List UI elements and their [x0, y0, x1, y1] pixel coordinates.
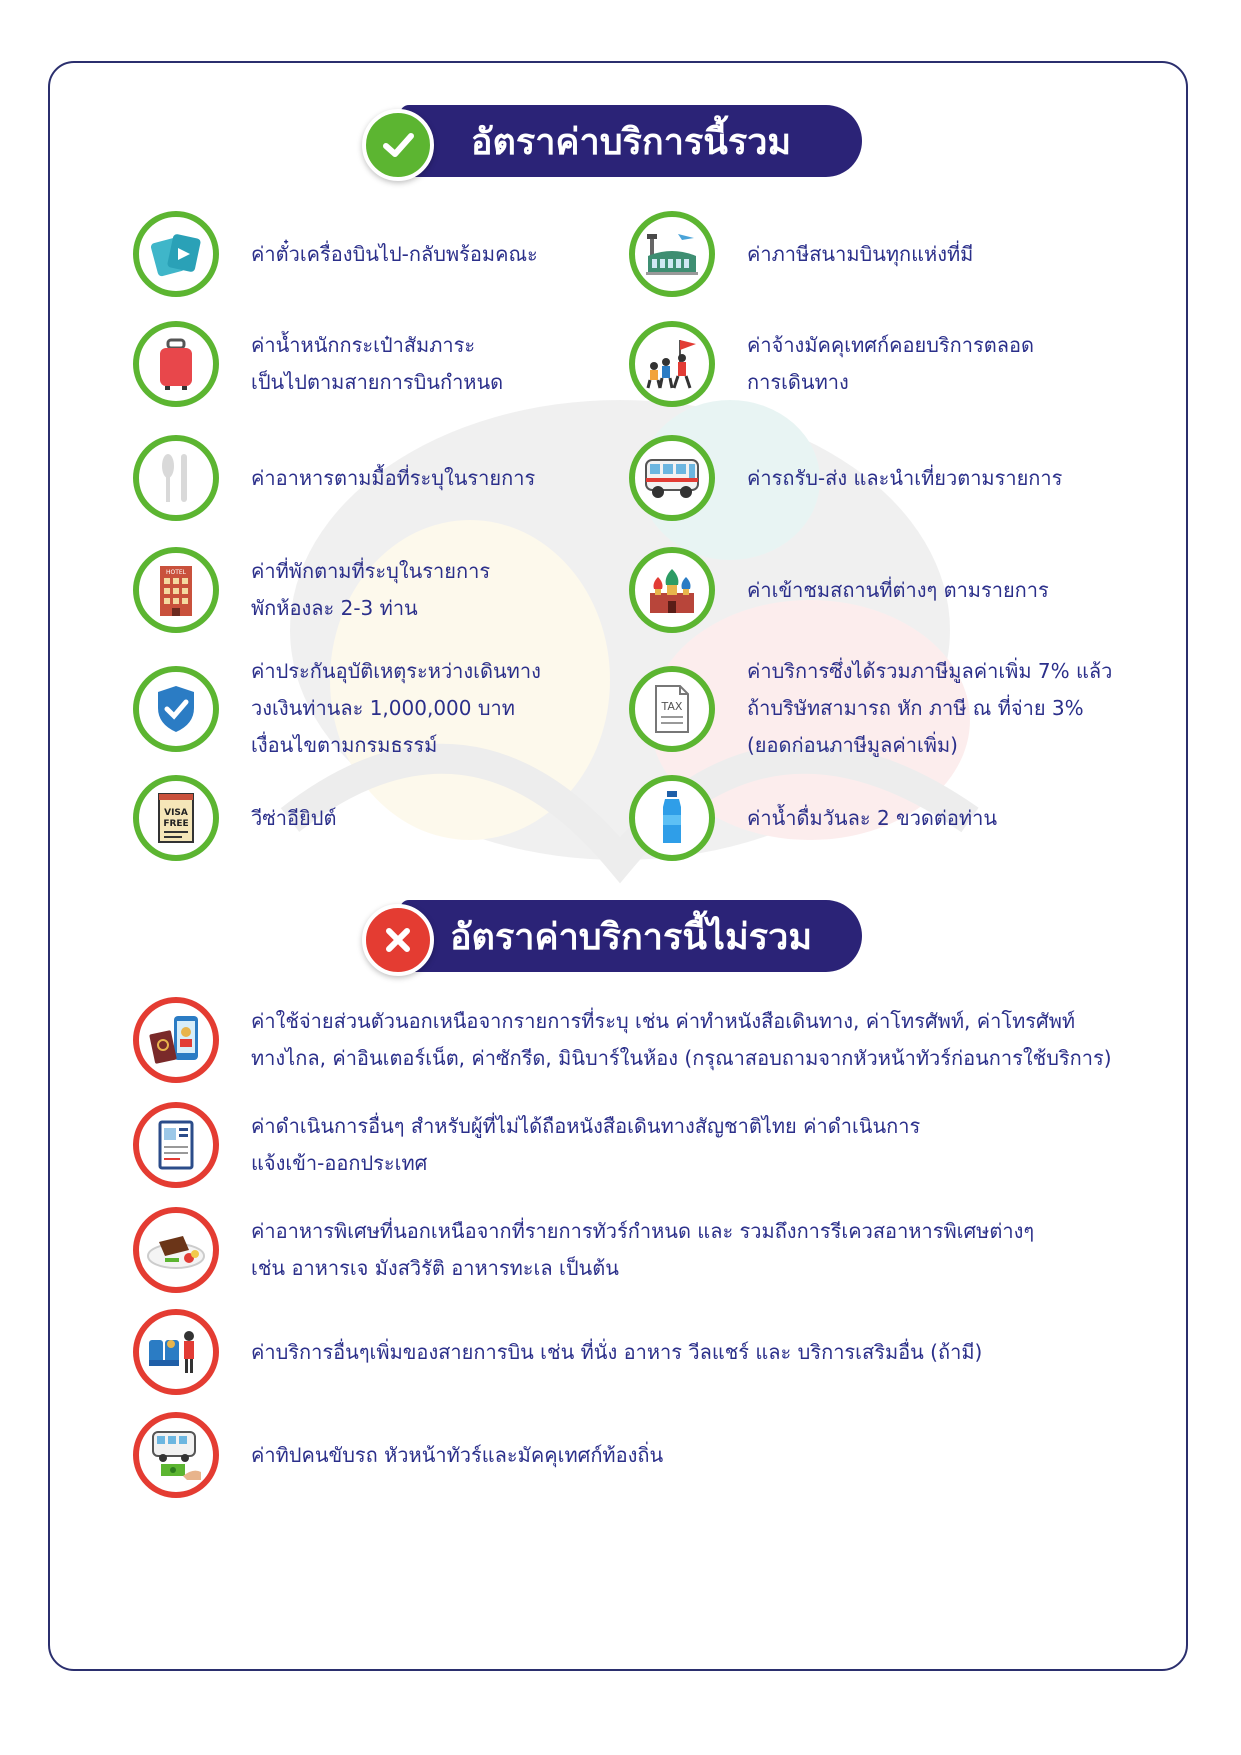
excluded-text: ค่าใช้จ่ายส่วนตัวนอกเหนือจากรายการที่ระบุ เช่น ค่าทำหนังสือเดินทาง, ค่าโทรศัพท์, ค่าโทรศัพท์ [251, 1009, 1076, 1033]
excluded-item-personal-expenses [133, 997, 1112, 1083]
shield-icon [133, 666, 219, 752]
excluded-text: แจ้งเข้า-ออกประเทศ [251, 1151, 428, 1175]
water-bottle-icon [629, 775, 715, 861]
tax-document-icon [629, 666, 715, 752]
included-text: ค่าภาษีสนามบินทุกแห่งที่มี [747, 241, 974, 266]
included-header [362, 105, 862, 177]
visa-label: VISA [164, 808, 188, 818]
included-text: ถ้าบริษัทสามารถ หัก ภาษี ณ ที่จ่าย 3% [747, 696, 1084, 720]
included-text: ค่าประกันอุบัติเหตุระหว่างเดินทาง [251, 659, 541, 683]
excluded-item-special-meals [133, 1207, 1034, 1293]
included-item-flight-ticket [133, 211, 538, 297]
included-text: เป็นไปตามสายการบินกำหนด [251, 370, 504, 394]
included-item-vat [629, 653, 1112, 764]
cutlery-icon [133, 435, 219, 521]
passport-document-icon [133, 1102, 219, 1188]
excluded-item-tips [133, 1412, 663, 1498]
bus-icon [629, 435, 715, 521]
included-text: เงื่อนไขตามกรมธรรม์ [251, 733, 438, 757]
airline-seat-icon [133, 1309, 219, 1395]
included-text: ค่าน้ำดื่มวันละ 2 ขวดต่อท่าน [747, 805, 997, 830]
tour-guide-icon [629, 321, 715, 407]
excluded-text: ทางไกล, ค่าอินเตอร์เน็ต, ค่าซักรีด, มินิบาร์ในห้อง (กรุณาสอบถามจากหัวหน้าทัวร์ก่อนการใช้บริการ) [251, 1046, 1112, 1070]
included-item-water [629, 775, 997, 861]
excluded-item-non-thai-passport [133, 1102, 920, 1188]
hotel-sign: HOTEL [165, 569, 187, 576]
included-text: การเดินทาง [747, 370, 849, 394]
included-item-luggage [133, 321, 503, 407]
tax-label: TAX [661, 699, 683, 713]
included-text: ค่าจ้างมัคคุเทศก์คอยบริการตลอด [747, 333, 1034, 357]
excluded-header [362, 900, 862, 972]
included-text: ค่าตั๋วเครื่องบินไป-กลับพร้อมคณะ [251, 241, 538, 266]
check-icon [362, 109, 434, 181]
excluded-text: เช่น อาหารเจ มังสวิรัติ อาหารทะเล เป็นต้น [251, 1256, 619, 1280]
excluded-text: ค่าอาหารพิเศษที่นอกเหนือจากที่รายการทัวร์กำหนด และ รวมถึงการรีเควสอาหารพิเศษต่างๆ [251, 1219, 1035, 1243]
tip-icon [133, 1412, 219, 1498]
included-item-transport [629, 435, 1062, 521]
included-text: วงเงินท่านละ 1,000,000 บาท [251, 696, 515, 720]
ticket-icon [133, 211, 219, 297]
included-text: (ยอดก่อนภาษีมูลค่าเพิ่ม) [747, 733, 958, 757]
free-label: FREE [163, 819, 189, 829]
included-text: ค่าที่พักตามที่ระบุในรายการ [251, 559, 491, 583]
landmark-icon [629, 547, 715, 633]
included-item-meals [133, 435, 535, 521]
special-meal-icon [133, 1207, 219, 1293]
included-item-insurance [133, 653, 541, 764]
included-title-pill [400, 105, 862, 177]
excluded-text: ค่าดำเนินการอื่นๆ สำหรับผู้ที่ไม่ได้ถือหนังสือเดินทางสัญชาติไทย ค่าดำเนินการ [251, 1114, 921, 1138]
excluded-text: ค่าบริการอื่นๆเพิ่มของสายการบิน เช่น ที่นั่ง อาหาร วีลแชร์ และ บริการเสริมอื่น (ถ้ามี) [251, 1339, 983, 1364]
included-text: พักห้องละ 2-3 ท่าน [251, 596, 418, 620]
luggage-icon [133, 321, 219, 407]
included-item-visa [133, 775, 336, 861]
passport-phone-icon [133, 997, 219, 1083]
included-item-airport-tax [629, 211, 973, 297]
included-text: ค่ารถรับ-ส่ง และนำเที่ยวตามรายการ [747, 465, 1063, 490]
included-text: ค่าอาหารตามมื้อที่ระบุในรายการ [251, 465, 536, 490]
excluded-title-pill [400, 900, 862, 972]
included-item-admission [629, 547, 1049, 633]
close-icon [362, 904, 434, 976]
hotel-icon [133, 547, 219, 633]
excluded-title: อัตราค่าบริการนี้ไม่รวม [449, 916, 813, 958]
included-title: อัตราค่าบริการนี้รวม [470, 121, 792, 163]
excluded-text: ค่าทิปคนขับรถ หัวหน้าทัวร์และมัคคุเทศก์ท้องถิ่น [251, 1442, 664, 1467]
visa-free-icon [133, 775, 219, 861]
included-text: ค่าน้ำหนักกระเป๋าสัมภาระ [251, 333, 476, 357]
excluded-item-airline-extras [133, 1309, 982, 1395]
included-text: ค่าเข้าชมสถานที่ต่างๆ ตามรายการ [747, 577, 1049, 602]
included-item-tour-guide [629, 321, 1034, 407]
airport-icon [629, 211, 715, 297]
included-text: ค่าบริการซึ่งได้รวมภาษีมูลค่าเพิ่ม 7% แล้ว [747, 659, 1113, 683]
included-text: วีซ่าอียิปต์ [251, 805, 337, 830]
included-item-hotel [133, 547, 490, 633]
